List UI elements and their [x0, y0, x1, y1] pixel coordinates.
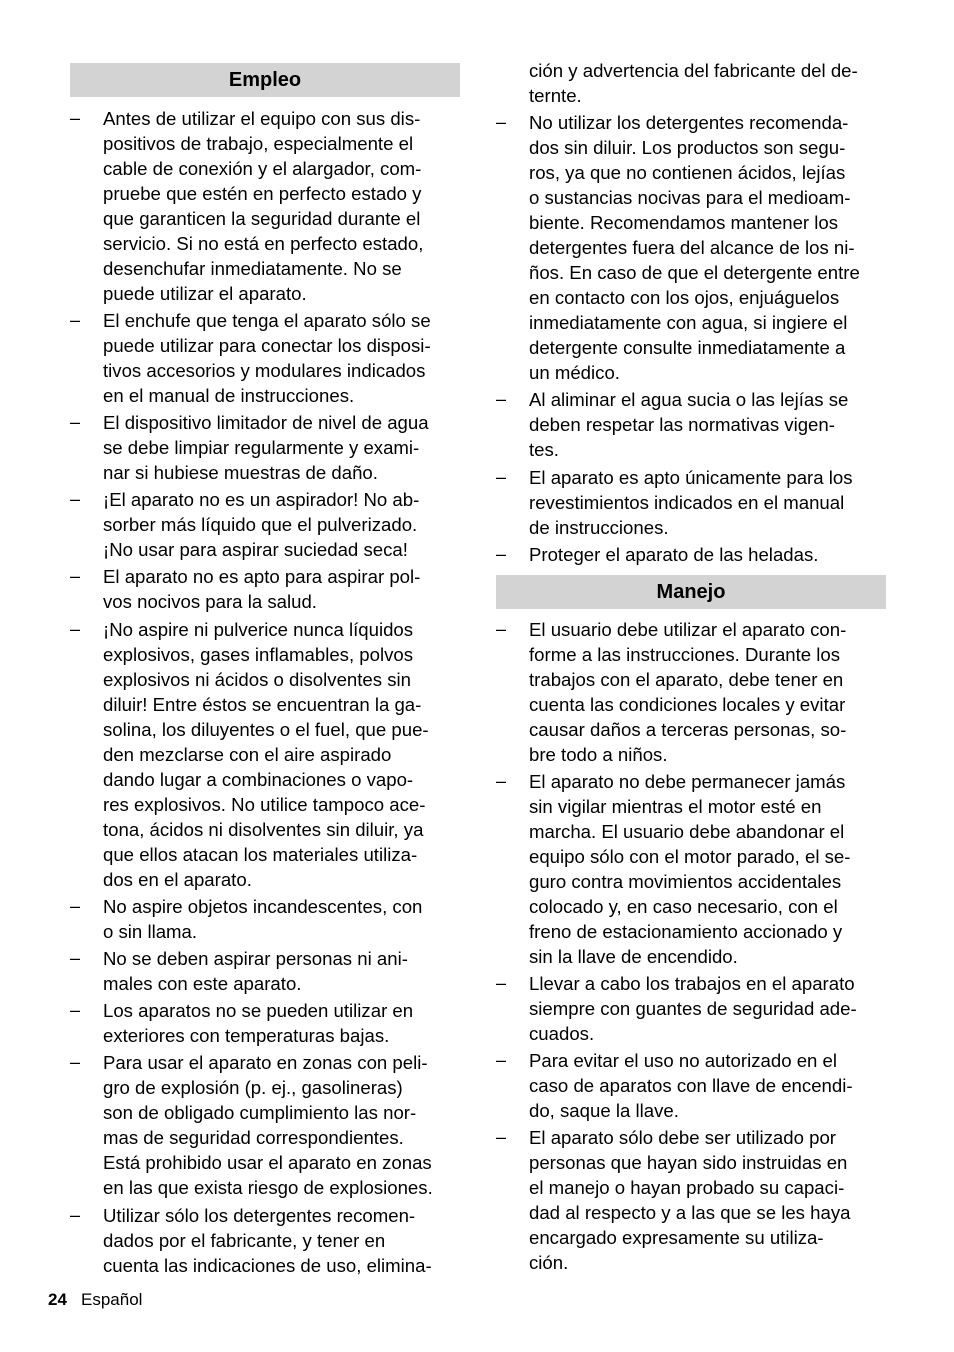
list-item-line: dos sin diluir. Los productos son segu-: [529, 137, 846, 158]
list-item-line: Para evitar el uso no autorizado en el: [529, 1050, 838, 1071]
list-item-line: ¡El aparato no es un aspirador! No ab-: [103, 489, 420, 510]
list-item-line: que ellos atacan los materiales utiliza-: [103, 844, 418, 865]
page-number: 24: [48, 1290, 67, 1309]
list-item-line: sorber más líquido que el pulverizado.: [103, 514, 418, 535]
bullet-dash: –: [70, 1000, 81, 1020]
list-item-line: El aparato no es apto para aspirar pol-: [103, 566, 421, 587]
list-item-line: exteriores con temperaturas bajas.: [103, 1025, 390, 1046]
list-item-line: se debe limpiar regularmente y exami-: [103, 437, 420, 458]
list-item-line: freno de estacionamiento accionado y: [529, 921, 843, 942]
list-item-line: siempre con guantes de seguridad ade-: [529, 998, 857, 1019]
list-item-line: vos nocivos para la salud.: [103, 591, 317, 612]
list-item-line: ros, ya que no contienen ácidos, lejías: [529, 162, 846, 183]
list-item-line: servicio. Si no está en perfecto estado,: [103, 233, 424, 254]
continuation-line: ción y advertencia del fabricante del de-: [529, 60, 858, 81]
bullet-dash: –: [70, 310, 81, 330]
list-item-line: trabajos con el aparato, debe tener en: [529, 669, 844, 690]
bullet-dash: –: [496, 389, 507, 409]
list-item-line: guro contra movimientos accidentales: [529, 871, 842, 892]
list-item-line: desenchufar inmediatamente. No se: [103, 258, 402, 279]
list-item-line: o sin llama.: [103, 921, 198, 942]
list-item-line: do, saque la llave.: [529, 1100, 679, 1121]
footer-language: Español: [81, 1290, 143, 1309]
list-item-line: solina, los diluyentes o el fuel, que pue-: [103, 719, 429, 740]
bullet-dash: –: [70, 108, 81, 128]
list-item-line: un médico.: [529, 362, 620, 383]
list-item-line: dos en el aparato.: [103, 869, 252, 890]
list-item-line: ños. En caso de que el detergente entre: [529, 262, 860, 283]
bullet-dash: –: [496, 112, 507, 132]
list-item-line: el manejo o hayan probado su capaci-: [529, 1177, 845, 1198]
list-item-line: explosivos ni ácidos o disolventes sin: [103, 669, 411, 690]
bullet-dash: –: [496, 973, 507, 993]
bullet-dash: –: [496, 619, 507, 639]
list-item-line: mas de seguridad correspondientes.: [103, 1127, 404, 1148]
bullet-dash: –: [496, 1050, 507, 1070]
list-item-line: tivos accesorios y modulares indicados: [103, 360, 426, 381]
list-item-line: tona, ácidos ni disolventes sin diluir, ya: [103, 819, 424, 840]
list-item-line: El aparato sólo debe ser utilizado por: [529, 1127, 836, 1148]
list-item-line: males con este aparato.: [103, 973, 302, 994]
list-item-line: puede utilizar para conectar los disposi-: [103, 335, 431, 356]
list-item-line: revestimientos indicados en el manual: [529, 492, 845, 513]
list-item-line: en el manual de instrucciones.: [103, 385, 355, 406]
list-item-line: inmediatamente con agua, si ingiere el: [529, 312, 848, 333]
list-item-line: cuenta las condiciones locales y evitar: [529, 694, 846, 715]
list-item-line: biente. Recomendamos mantener los: [529, 212, 839, 233]
bullet-dash: –: [496, 771, 507, 791]
list-item-line: Llevar a cabo los trabajos en el aparato: [529, 973, 855, 994]
list-item-line: que garanticen la seguridad durante el: [103, 208, 421, 229]
list-item-line: cuenta las indicaciones de uso, elimina-: [103, 1255, 432, 1276]
list-item-line: gro de explosión (p. ej., gasolineras): [103, 1077, 403, 1098]
list-item-line: ¡No aspire ni pulverice nunca líquidos: [103, 619, 414, 640]
bullet-dash: –: [496, 467, 507, 487]
list-item-line: Para usar el aparato en zonas con peli-: [103, 1052, 428, 1073]
list-item-line: explosivos, gases inflamables, polvos: [103, 644, 414, 665]
list-item-line: dando lugar a combinaciones o vapo-: [103, 769, 414, 790]
list-item-line: Proteger el aparato de las heladas.: [529, 544, 819, 565]
list-item-line: bre todo a niños.: [529, 744, 668, 765]
list-item-line: puede utilizar el aparato.: [103, 283, 307, 304]
bullet-dash: –: [70, 1205, 81, 1225]
list-item-line: Está prohibido usar el aparato en zonas: [103, 1152, 432, 1173]
list-item-line: cable de conexión y el alargador, com-: [103, 158, 422, 179]
list-item-line: nar si hubiese muestras de daño.: [103, 462, 378, 483]
list-item-line: sin vigilar mientras el motor esté en: [529, 796, 822, 817]
list-item-line: deben respetar las normativas vigen-: [529, 414, 835, 435]
list-item-line: son de obligado cumplimiento las nor-: [103, 1102, 417, 1123]
list-item-line: tes.: [529, 439, 559, 460]
bullet-dash: –: [496, 1127, 507, 1147]
list-item-line: de instrucciones.: [529, 517, 669, 538]
list-item-line: caso de aparatos con llave de encendi-: [529, 1075, 853, 1096]
list-item-line: No se deben aspirar personas ni ani-: [103, 948, 408, 969]
bullet-dash: –: [70, 896, 81, 916]
list-item-line: ción.: [529, 1252, 569, 1273]
list-item-line: equipo sólo con el motor parado, el se-: [529, 846, 851, 867]
list-item-line: causar daños a terceras personas, so-: [529, 719, 847, 740]
list-item-line: Antes de utilizar el equipo con sus dis-: [103, 108, 421, 129]
bullet-dash: –: [70, 566, 81, 586]
list-item-line: positivos de trabajo, especialmente el: [103, 133, 414, 154]
section-heading-manejo: Manejo: [496, 575, 886, 609]
list-item-line: ¡No usar para aspirar suciedad seca!: [103, 539, 408, 560]
list-item-line: res explosivos. No utilice tampoco ace-: [103, 794, 426, 815]
bullet-dash: –: [70, 619, 81, 639]
list-item-line: El enchufe que tenga el aparato sólo se: [103, 310, 431, 331]
list-item-line: diluir! Entre éstos se encuentran la ga-: [103, 694, 422, 715]
list-item-line: Utilizar sólo los detergentes recomen-: [103, 1205, 416, 1226]
list-item-line: pruebe que estén en perfecto estado y: [103, 183, 422, 204]
list-item-line: No aspire objetos incandescentes, con: [103, 896, 423, 917]
list-item-line: colocado y, en caso necesario, con el: [529, 896, 838, 917]
list-item-line: sin la llave de encendido.: [529, 946, 738, 967]
list-item-line: Los aparatos no se pueden utilizar en: [103, 1000, 414, 1021]
list-item-line: dad al respecto y a las que se les haya: [529, 1202, 851, 1223]
list-item-line: personas que hayan sido instruidas en: [529, 1152, 848, 1173]
list-item-line: en contacto con los ojos, enjuáguelos: [529, 287, 840, 308]
list-item-line: den mezclarse con el aire aspirado: [103, 744, 392, 765]
list-item-line: marcha. El usuario debe abandonar el: [529, 821, 845, 842]
list-item-line: El usuario debe utilizar el aparato con-: [529, 619, 847, 640]
bullet-dash: –: [70, 1052, 81, 1072]
list-item-line: El aparato no debe permanecer jamás: [529, 771, 846, 792]
list-item-line: No utilizar los detergentes recomenda-: [529, 112, 849, 133]
list-item-line: detergente consulte inmediatamente a: [529, 337, 846, 358]
section-heading-empleo: Empleo: [70, 63, 460, 97]
list-item-line: en las que exista riesgo de explosiones.: [103, 1177, 433, 1198]
list-item-line: o sustancias nocivas para el medioam-: [529, 187, 851, 208]
bullet-dash: –: [70, 948, 81, 968]
list-item-line: detergentes fuera del alcance de los ni-: [529, 237, 855, 258]
bullet-dash: –: [70, 489, 81, 509]
list-item-line: cuados.: [529, 1023, 595, 1044]
continuation-line: ternte.: [529, 85, 582, 106]
list-item-line: El aparato es apto únicamente para los: [529, 467, 853, 488]
list-item-line: El dispositivo limitador de nivel de agua: [103, 412, 429, 433]
list-item-line: forme a las instrucciones. Durante los: [529, 644, 841, 665]
list-item-line: Al aliminar el agua sucia o las lejías se: [529, 389, 849, 410]
list-item-line: encargado expresamente su utiliza-: [529, 1227, 824, 1248]
list-item-line: dados por el fabricante, y tener en: [103, 1230, 386, 1251]
bullet-dash: –: [70, 412, 81, 432]
bullet-dash: –: [496, 544, 507, 564]
